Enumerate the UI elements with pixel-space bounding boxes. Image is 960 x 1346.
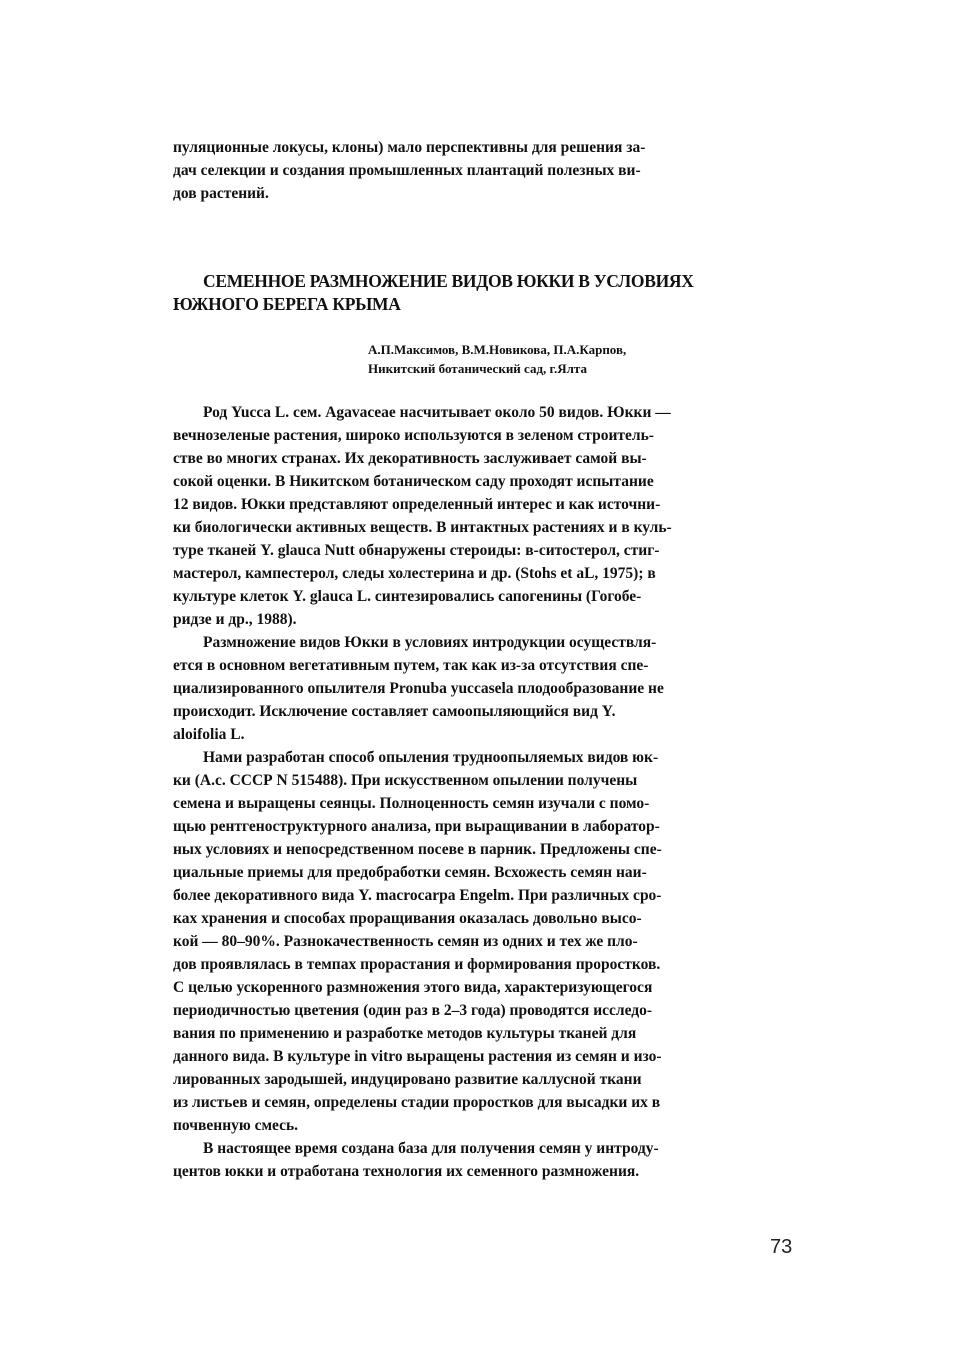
article-title-line-2: ЮЖНОГО БЕРЕГА КРЫМА xyxy=(173,294,401,314)
body-line: 12 видов. Юкки представляют определенный интерес и как источни- xyxy=(173,496,661,513)
body-line: семена и выращены сеянцы. Полноценность семян изучали с помо- xyxy=(173,795,650,812)
body-line: периодичностью цветения (один раз в 2–3 года) проводятся исследо- xyxy=(173,1002,653,1019)
body-line: лированных зародышей, индуцировано развитие каллусной ткани xyxy=(173,1071,642,1088)
body-line: ных условиях и непосредственном посеве в парник. Предложены спе- xyxy=(173,841,662,858)
body-line: Размножение видов Юкки в условиях интродукции осуществля- xyxy=(203,634,657,651)
body-line: центов юкки и отработана технология их семенного размножения. xyxy=(173,1163,640,1180)
body-line: ется в основном вегетативным путем, так как из-за отсутствия спе- xyxy=(173,657,649,674)
body-line: aloifolia L. xyxy=(173,726,245,743)
body-line: сокой оценки. В Никитском ботаническом саду проходят испытание xyxy=(173,473,654,490)
body-line: дов проявлялась в темпах прорастания и формирования проростков. xyxy=(173,956,661,973)
body-line: мастерол, кампестерол, следы холестерина и др. (Stohs et aL, 1975); в xyxy=(173,565,656,582)
body-line: туре тканей Y. glauca Nutt обнаружены стероиды: в-ситостерол, стиг- xyxy=(173,542,660,559)
body-line: С целью ускоренного размножения этого вида, характеризующегося xyxy=(173,979,653,996)
body-line: Нами разработан способ опыления трудноопыляемых видов юк- xyxy=(203,749,659,766)
authors: А.П.Максимов, В.М.Новикова, П.А.Карпов, xyxy=(368,342,627,357)
body-line: ридзе и др., 1988). xyxy=(173,611,297,628)
body-line: ках хранения и способах проращивания оказалась довольно высо- xyxy=(173,910,642,927)
affiliation: Никитский ботанический сад, г.Ялта xyxy=(368,361,587,376)
lead-line-2: дач селекции и создания промышленных плантаций полезных ви- xyxy=(173,162,641,179)
lead-line-3: дов растений. xyxy=(173,185,269,202)
body-line: почвенную смесь. xyxy=(173,1117,299,1134)
body-line: более декоративного вида Y. macrocarpa Engelm. При различных сро- xyxy=(173,887,662,904)
body-line: данного вида. В культуре in vitro выращены растения из семян и изо- xyxy=(173,1048,662,1065)
body-line: стве во многих странах. Их декоративность заслуживает самой вы- xyxy=(173,450,647,467)
page-number: 73 xyxy=(770,1236,793,1258)
body-line: циальные приемы для предобработки семян. Всхожесть семян наи- xyxy=(173,864,647,881)
body-line: вания по применению и разработке методов культуры тканей для xyxy=(173,1025,637,1042)
body-line: ки биологически активных веществ. В интактных растениях и в куль- xyxy=(173,519,672,536)
body-line: циализированного опылителя Pronuba yuccasela плодообразование не xyxy=(173,680,664,697)
body-line: В настоящее время создана база для получения семян у интроду- xyxy=(203,1140,659,1157)
body-line: кой — 80–90%. Разнокачественность семян из одних и тех же пло- xyxy=(173,933,638,950)
body-line: вечнозеленые растения, широко используются в зеленом строитель- xyxy=(173,427,654,444)
article-title-line-1: СЕМЕННОЕ РАЗМНОЖЕНИЕ ВИДОВ ЮККИ В УСЛОВИЯХ xyxy=(203,271,694,291)
body-line: Род Yucca L. сем. Agavaceae насчитывает около 50 видов. Юкки — xyxy=(203,404,671,421)
body-line: из листьев и семян, определены стадии проростков для высадки их в xyxy=(173,1094,661,1111)
lead-line-1: пуляционные локусы, клоны) мало перспективны для решения за- xyxy=(173,139,646,156)
body-line: щью рентгеноструктурного анализа, при выращивании в лаборатор- xyxy=(173,818,660,835)
body-line: ки (А.с. СССР N 515488). При искусственном опылении получены xyxy=(173,772,638,789)
body-line: культуре клеток Y. glauca L. синтезировались сапогенины (Гогобе- xyxy=(173,588,642,605)
body-line: происходит. Исключение составляет самоопыляющийся вид Y. xyxy=(173,703,616,720)
